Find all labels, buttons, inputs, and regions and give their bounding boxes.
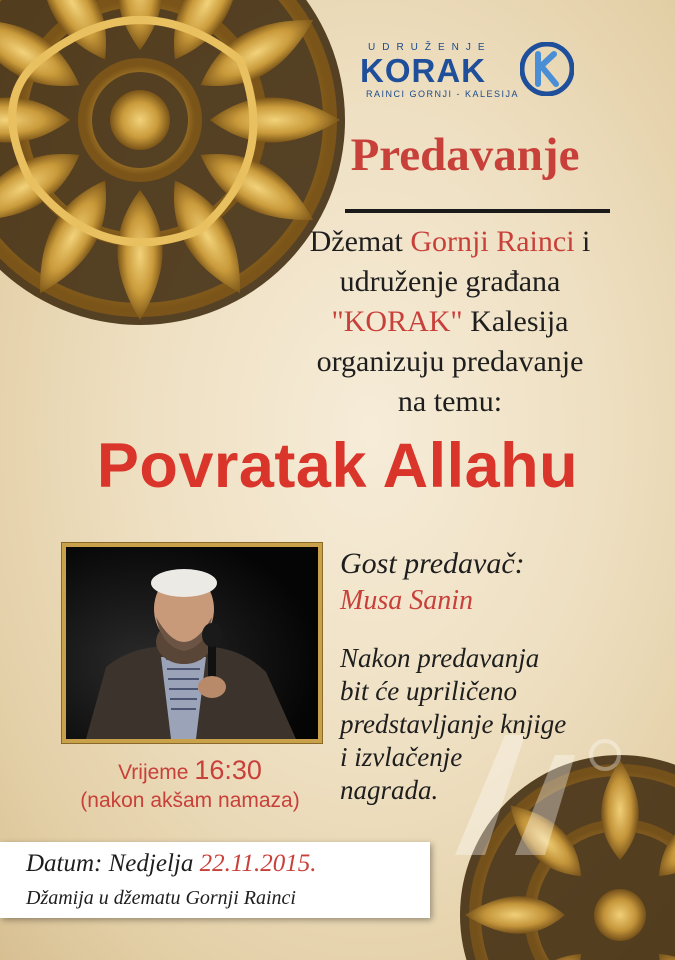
event-location: Džamija u džematu Gornji Rainci	[26, 887, 296, 909]
event-date	[26, 850, 317, 878]
date-value: 22.11.2015.	[199, 850, 317, 877]
intro-highlight-village: Gornji Rainci	[410, 225, 575, 258]
note-line: i izvlačenje	[340, 742, 463, 772]
intro-text-part: Džemat	[309, 225, 411, 258]
intro-highlight-korak: "KORAK"	[331, 305, 463, 338]
intro-line-2: udruženje građana	[339, 265, 561, 298]
intro-text-part: Kalesija	[462, 305, 569, 338]
event-time	[40, 756, 340, 815]
intro-line-5: na temu:	[397, 385, 503, 418]
logo-top-text: UDRUŽENJE	[368, 42, 492, 53]
speaker-photo	[62, 543, 322, 743]
korak-k-icon	[520, 42, 574, 96]
intro-text	[230, 222, 670, 422]
time-label: Vrijeme	[118, 761, 195, 784]
note-line: Nakon predavanja	[340, 643, 540, 673]
note-line: predstavljanje knjige	[340, 709, 567, 739]
intro-line-4: organizuju predavanje	[316, 345, 584, 378]
page-title: Predavanje	[350, 129, 580, 181]
intro-text-part: i	[574, 225, 591, 258]
date-label: Datum: Nedjelja	[26, 850, 200, 877]
guest-speaker	[340, 545, 660, 619]
note-line: nagrada.	[340, 775, 439, 805]
guest-label: Gost predavač:	[340, 547, 525, 580]
lecture-topic: Povratak Allahu	[96, 431, 579, 501]
event-info-box	[0, 842, 430, 918]
logo-name: KORAK	[360, 52, 486, 89]
time-detail: (nakon akšam namaza)	[80, 789, 300, 812]
event-note	[340, 642, 670, 807]
korak-logo	[360, 42, 590, 102]
time-value: 16:30	[194, 755, 262, 785]
note-line: bit će upriličeno	[340, 676, 517, 706]
title-divider	[345, 209, 610, 213]
guest-name: Musa Sanin	[340, 585, 473, 616]
logo-subtitle: RAINCI GORNJI - KALESIJA	[366, 89, 520, 99]
intro-line-1	[230, 222, 670, 262]
intro-line-3	[230, 302, 670, 342]
speaker-illustration	[66, 547, 318, 739]
